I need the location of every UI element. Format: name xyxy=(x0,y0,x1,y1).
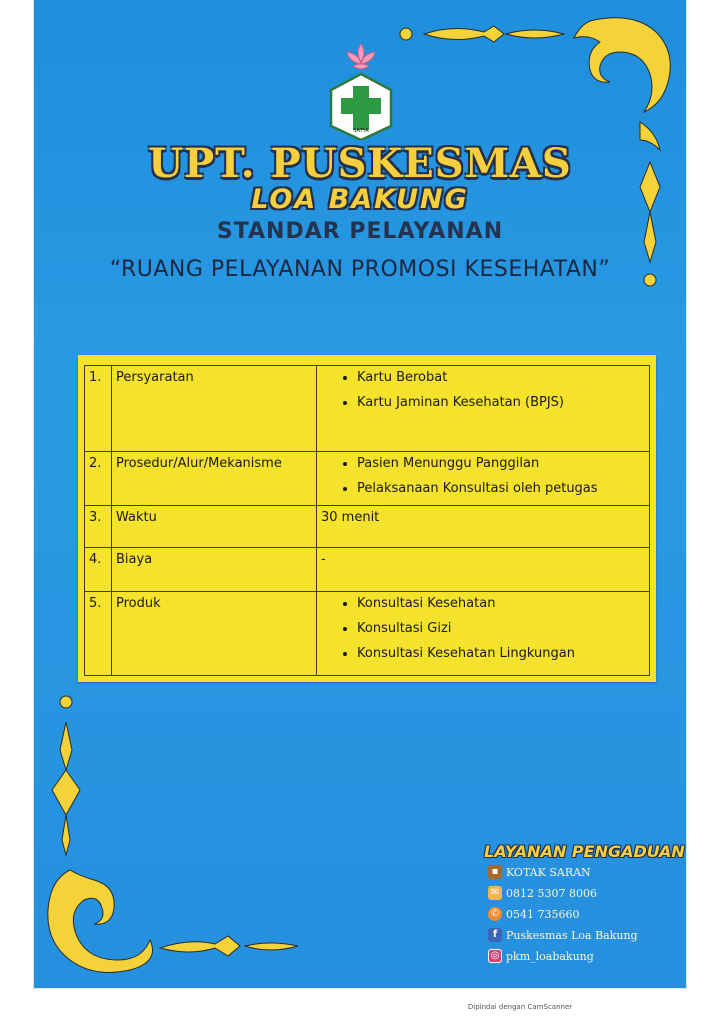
table-row xyxy=(85,452,650,506)
row-value: 30 menit xyxy=(317,506,650,548)
row-number: 2. xyxy=(85,452,112,506)
pengaduan-text: 0541 735660 xyxy=(506,907,580,921)
pengaduan-item xyxy=(488,925,689,945)
logo-label: SATYA xyxy=(353,128,369,134)
box-icon: ▪ xyxy=(488,865,502,879)
pengaduan-text: Puskesmas Loa Bakung xyxy=(506,928,638,942)
poster xyxy=(34,0,686,988)
table-row xyxy=(85,506,650,548)
table-row xyxy=(85,592,650,676)
pengaduan-text: 0812 5307 8006 xyxy=(506,886,597,900)
pengaduan-item xyxy=(488,904,689,924)
list-item: • Kartu Berobat xyxy=(357,370,645,385)
standard-table xyxy=(84,365,650,676)
row-number: 1. xyxy=(85,366,112,452)
title-standar-pelayanan: STANDAR PELAYANAN xyxy=(216,219,504,244)
layanan-pengaduan xyxy=(484,842,689,966)
instagram-icon: ◎ xyxy=(488,949,502,963)
list-item: • Konsultasi Kesehatan Lingkungan xyxy=(357,646,645,661)
row-value: - xyxy=(317,548,650,592)
title-loa-bakung: LOA BAKUNG xyxy=(251,184,469,215)
list-item: • Konsultasi Kesehatan xyxy=(357,596,645,611)
row-label: Persyaratan xyxy=(112,366,317,452)
list-item: • Kartu Jaminan Kesehatan (BPJS) xyxy=(357,395,645,410)
pengaduan-item xyxy=(488,862,689,882)
title-upt-puskesmas: UPT. PUSKESMAS xyxy=(148,140,572,187)
puskesmas-logo-icon xyxy=(325,40,397,140)
table-row xyxy=(85,366,650,452)
row-value xyxy=(317,366,650,452)
pengaduan-title: LAYANAN PENGADUAN xyxy=(484,842,685,861)
standard-table-panel xyxy=(78,355,656,682)
facebook-icon: f xyxy=(488,928,502,942)
list-item: • Konsultasi Gizi xyxy=(357,621,645,636)
mail-icon: ✉ xyxy=(488,886,502,900)
title-ruang-pelayanan: “RUANG PELAYANAN PROMOSI KESEHATAN” xyxy=(109,257,611,282)
phone-icon: ✆ xyxy=(488,907,502,921)
row-value xyxy=(317,452,650,506)
table-row xyxy=(85,548,650,592)
pengaduan-text: pkm_loabakung xyxy=(506,949,594,963)
pengaduan-text: KOTAK SARAN xyxy=(506,865,591,879)
row-value xyxy=(317,592,650,676)
corner-ornament-bottom-left-icon xyxy=(40,690,310,980)
row-label: Produk xyxy=(112,592,317,676)
footer-camscanner: Dipindai dengan CamScanner xyxy=(467,1003,573,1011)
row-label: Biaya xyxy=(112,548,317,592)
pengaduan-item xyxy=(488,946,689,966)
row-number: 5. xyxy=(85,592,112,676)
list-item: • Pasien Menunggu Panggilan xyxy=(357,456,645,471)
row-label: Waktu xyxy=(112,506,317,548)
row-number: 4. xyxy=(85,548,112,592)
list-item: • Pelaksanaan Konsultasi oleh petugas xyxy=(357,481,645,496)
row-number: 3. xyxy=(85,506,112,548)
pengaduan-item xyxy=(488,883,689,903)
row-label: Prosedur/Alur/Mekanisme xyxy=(112,452,317,506)
